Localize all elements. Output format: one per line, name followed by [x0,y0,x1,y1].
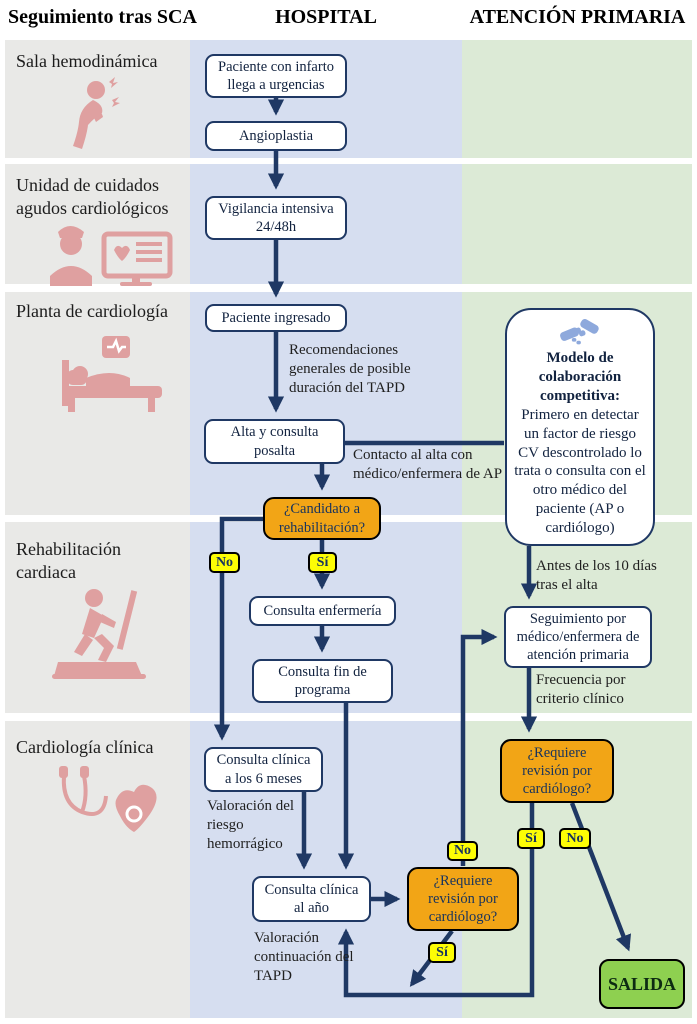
badge-si-requiere-hospital: Sí [428,942,456,963]
lane-label-cuidados-agudos: Unidad de cuidados agudos cardiológicos [16,175,169,218]
handshake-icon [557,318,603,347]
node-consulta-al-ano: Consulta clínica al año [252,876,371,922]
diagram-title: Seguimiento tras SCA [8,6,197,28]
node-paciente-urgencias: Paciente con infarto llega a urgencias [205,54,347,98]
badge-no-requiere-hospital: No [447,841,478,861]
node-seguimiento-ap: Seguimiento por médico/enfermera de atención primaria [504,606,652,668]
badge-no-requiere-primaria: No [559,828,591,849]
node-candidato-rehabilitacion: ¿Candidato a rehabilitación? [263,497,381,540]
label-recomendaciones-tapd: Recomendaciones generales de posible duración del TAPD [289,342,411,397]
label-frecuencia-criterio: Frecuencia por criterio clínico [536,672,626,708]
node-consulta-fin-programa: Consulta fin de programa [252,659,393,703]
column-header-hospital: HOSPITAL [275,6,377,28]
lane-label-sala-hemodinamica: Sala hemodinámica [16,51,158,71]
node-requiere-revision-hospital: ¿Requiere revisión por cardiólogo? [407,867,519,931]
modelo-title: Modelo de colaboración competitiva: [538,350,622,404]
node-consulta-enfermeria: Consulta enfermería [249,596,396,626]
node-consulta-6-meses: Consulta clínica a los 6 meses [204,747,323,792]
node-vigilancia-intensiva: Vigilancia intensiva 24/48h [205,196,347,240]
badge-no-candidato: No [209,552,240,573]
node-angioplastia: Angioplastia [205,121,347,151]
node-paciente-ingresado: Paciente ingresado [205,304,347,332]
modelo-body: Primero en detectar un factor de riesgo CV descontrolado lo trata o consulta con el otro médico del paciente (AP o cardiólogo) [514,406,646,537]
badge-si-candidato: Sí [308,552,337,573]
label-antes-10-dias: Antes de los 10 días tras el alta [536,558,657,594]
lane-label-planta-cardiologia: Planta de cardiología [16,301,168,321]
node-alta-consulta-posalta: Alta y consulta posalta [204,419,345,464]
node-salida: SALIDA [599,959,685,1009]
arrow-requiere-no-seguimiento [463,637,494,866]
node-modelo-colaboracion [505,308,655,546]
column-header-atencion-primaria: ATENCIÓN PRIMARIA [469,6,686,28]
label-valoracion-tapd: Valoración continuación del TAPD [254,930,354,985]
badge-si-requiere-primaria: Sí [517,828,545,849]
lane-label-rehabilitacion: Rehabilitación cardiaca [16,539,121,582]
node-requiere-revision-primaria: ¿Requiere revisión por cardiólogo? [500,739,614,803]
lane-label-cardiologia-clinica: Cardiología clínica [16,737,154,757]
label-contacto-alta: Contacto al alta con médico/enfermera de AP [353,447,503,483]
label-valoracion-riesgo: Valoración del riesgo hemorrágico [207,798,295,853]
arrow-requiere-no-salida [572,803,628,948]
